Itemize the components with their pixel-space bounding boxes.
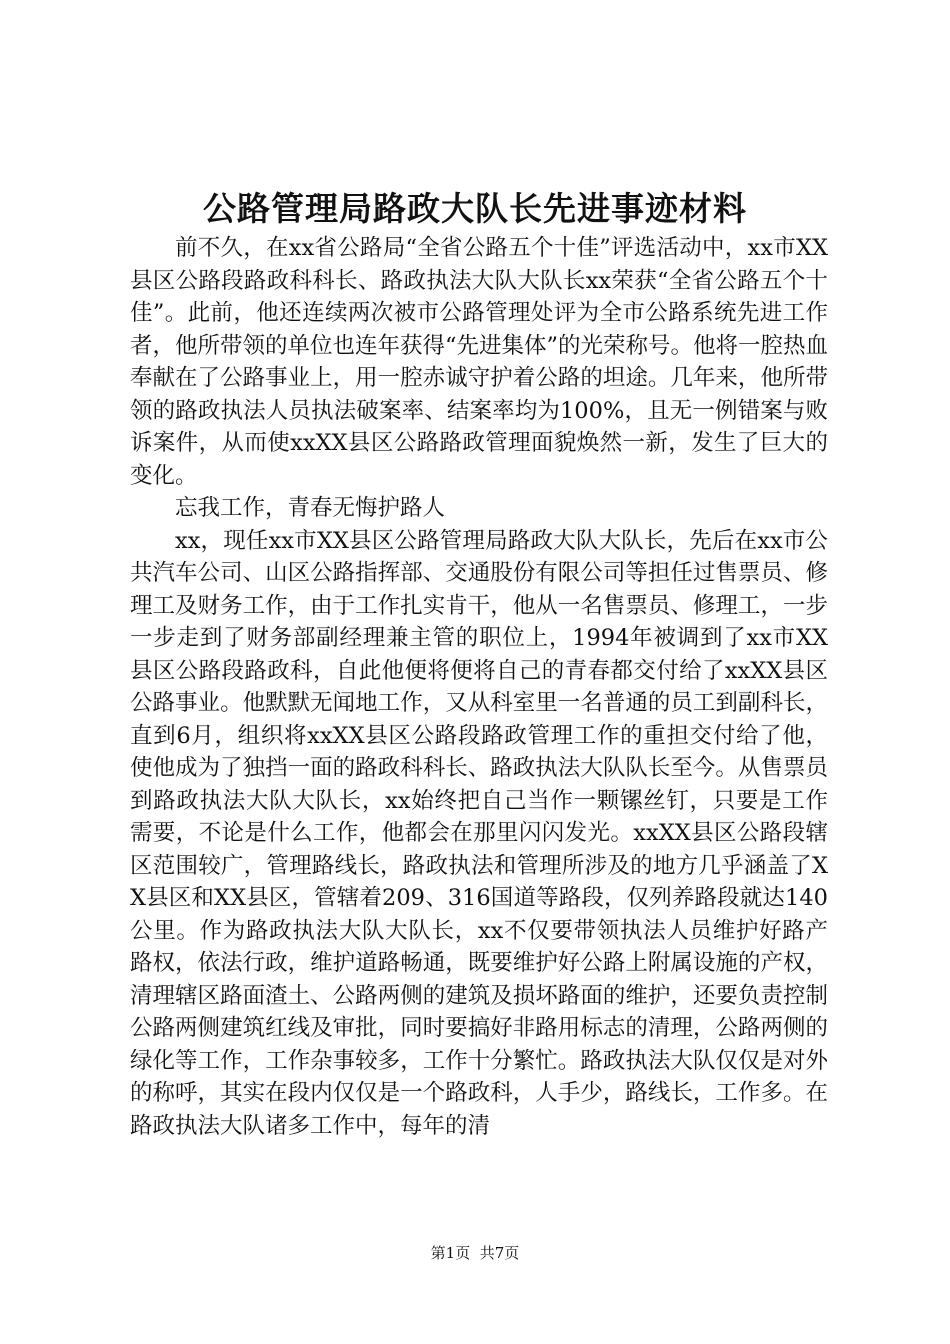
- document-title: 公路管理局路政大队长先进事迹材料: [203, 189, 747, 228]
- document-body: [130, 232, 828, 1142]
- section-heading: 忘我工作，青春无悔护路人: [175, 495, 446, 521]
- page-total: 共7页: [479, 1244, 520, 1262]
- paragraph-main: xx，现任xx市XX县区公路管理局路政大队大队长，先后在xx市公共汽车公司、山区公路指挥部、交通股份有限公司等担任过售票员、修理工及财务工作，由于工作扎实肯干，他从一名售票员、修理工，一步一步走到了财务部副经理兼主管的职位上，1994年被调到了xx市XX县区公路段路政科，自此他便将便将自己的青春都交付给了xxXX县区公路事业。他默默无闻地工作，又从科室里一名普通的员工到副科长，直到6月，组织将xxXX县区公路段路政管理工作的重担交付给了他，使他成为了独挡一面的路政科科长、路政执法大队队长至今。从售票员到路政执法大队大队长，xx始终把自己当作一颗镙丝钉，只要是工作需要，不论是什么工作，他都会在那里闪闪发光。xxXX县区公路段辖区范围较广，管理路线长，路政执法和管理所涉及的地方几乎涵盖了XX县区和XX县区，管辖着209、316国道等路段，仅列养路段就达140公里。作为路政执法大队大队长，xx不仅要带领执法人员维护好路产路权，依法行政，维护道路畅通，既要维护好公路上附属设施的产权，清理辖区路面渣土、公路两侧的建筑及损坏路面的维护，还要负责控制公路两侧建筑红线及审批，同时要搞好非路用标志的清理，公路两侧的绿化等工作，工作杂事较多，工作十分繁忙。路政执法大队仅仅是对外的称呼，其实在段内仅仅是一个路政科，人手少，路线长，工作多。在路政执法大队诸多工作中，每年的清: [130, 527, 828, 1139]
- page-number: 第1页: [430, 1244, 471, 1262]
- paragraph-intro: 前不久，在xx省公路局“全省公路五个十佳”评选活动中，xx市XX县区公路段路政科科长、路政执法大队大队长xx荣获“全省公路五个十佳”。此前，他还连续两次被市公路管理处评为全市公路系统先进工作者，他所带领的单位也连年获得“先进集体”的光荣称号。他将一腔热血奉献在了公路事业上，用一腔赤诚守护着公路的坦途。几年来，他所带领的路政执法人员执法破案率、结案率均为100%，且无一例错案与败诉案件，从而使xxXX县区公路路政管理面貌焕然一新，发生了巨大的变化。: [130, 235, 829, 489]
- page-footer: [0, 1243, 950, 1263]
